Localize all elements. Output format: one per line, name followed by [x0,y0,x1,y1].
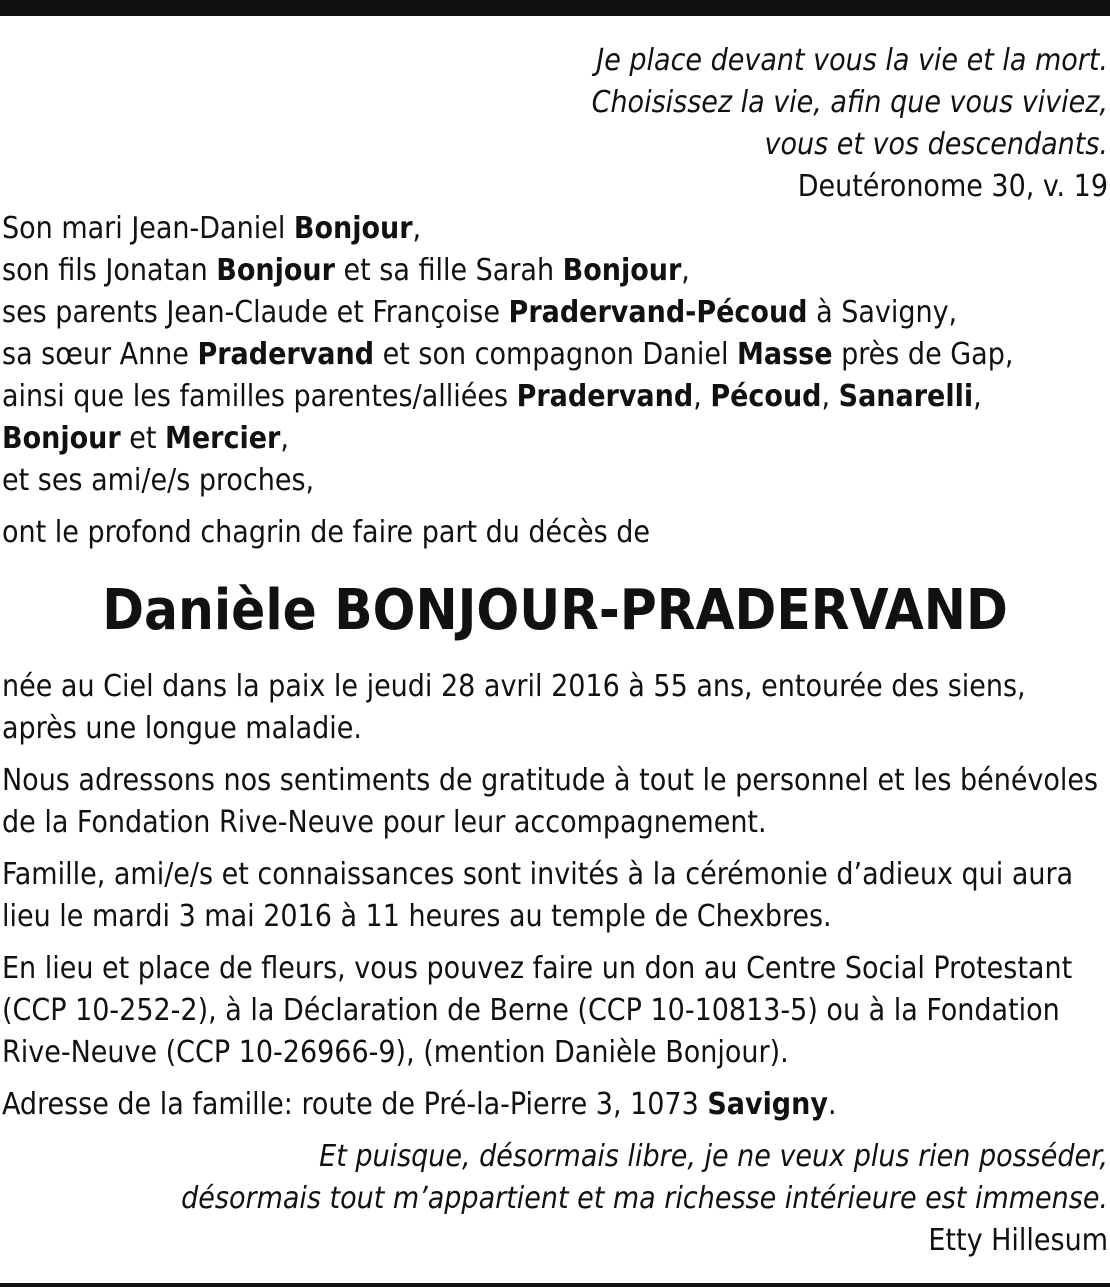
bottom-rule [0,1283,1110,1287]
family-line: ainsi que les familles parentes/alliées Pradervand, Pécoud, Sanarelli, [2,379,982,414]
family-address: Adresse de la famille: route de Pré-la-Pierre 3, 1073 Savigny. [2,1087,837,1122]
family-line: son fils Jonatan Bonjour et sa fille Sarah Bonjour, [2,253,690,288]
ceremony-paragraph: Famille, ami/e/s et connaissances sont invités à la cérémonie d’adieux qui aura lieu le mardi 3 mai 2016 à 11 heures au temple de Chexbres. [2,857,1074,934]
family-line: Son mari Jean-Daniel Bonjour, [2,211,422,246]
family-line: et ses ami/e/s proches, [2,463,315,498]
closing-quote [2,1136,1108,1220]
family-line: ses parents Jean-Claude et Françoise Pradervand-Pécoud à Savigny, [2,295,958,330]
closing-quote-author: Etty Hillesum [928,1223,1108,1258]
family-list [2,208,1108,502]
donation-paragraph: En lieu et place de fleurs, vous pouvez faire un don au Centre Social Protestant (CCP 10-252-2), à la Déclaration de Berne (CCP 10-10813-5) ou à la Fondation Rive-Neuve (CCP 10-26966-9), (mention Danièle Bonjour). [2,951,1073,1070]
obituary-notice [2,40,1108,1262]
epigraph-quote [2,40,1108,166]
epigraph-source-text: Deutéronome 30, v. 19 [797,169,1108,204]
deceased-name: Danièle BONJOUR-PRADERVAND [102,578,1008,643]
closing-quote-source [2,1220,1108,1262]
announcement-text: ont le profond chagrin de faire part du décès de [2,515,651,550]
closing-quote-line: désormais tout m’appartient et ma richesse intérieure est immense. [181,1181,1108,1216]
top-rule [0,0,1110,16]
family-line: Bonjour et Mercier, [2,421,289,456]
gratitude-paragraph: Nous adressons nos sentiments de gratitude à tout le personnel et les bénévoles de la Fondation Rive-Neuve pour leur accompagnement. [2,763,1099,840]
closing-quote-line: Et puisque, désormais libre, je ne veux plus rien posséder, [319,1139,1108,1174]
epigraph-line: vous et vos descendants. [764,127,1108,162]
family-line: sa sœur Anne Pradervand et son compagnon Daniel Masse près de Gap, [2,337,1014,372]
epigraph-line: Je place devant vous la vie et la mort. [596,43,1108,78]
epigraph-line: Choisissez la vie, afin que vous viviez, [591,85,1108,120]
epigraph-source [2,166,1108,208]
birth-paragraph: née au Ciel dans la paix le jeudi 28 avril 2016 à 55 ans, entourée des siens, après une longue maladie. [2,669,1026,746]
